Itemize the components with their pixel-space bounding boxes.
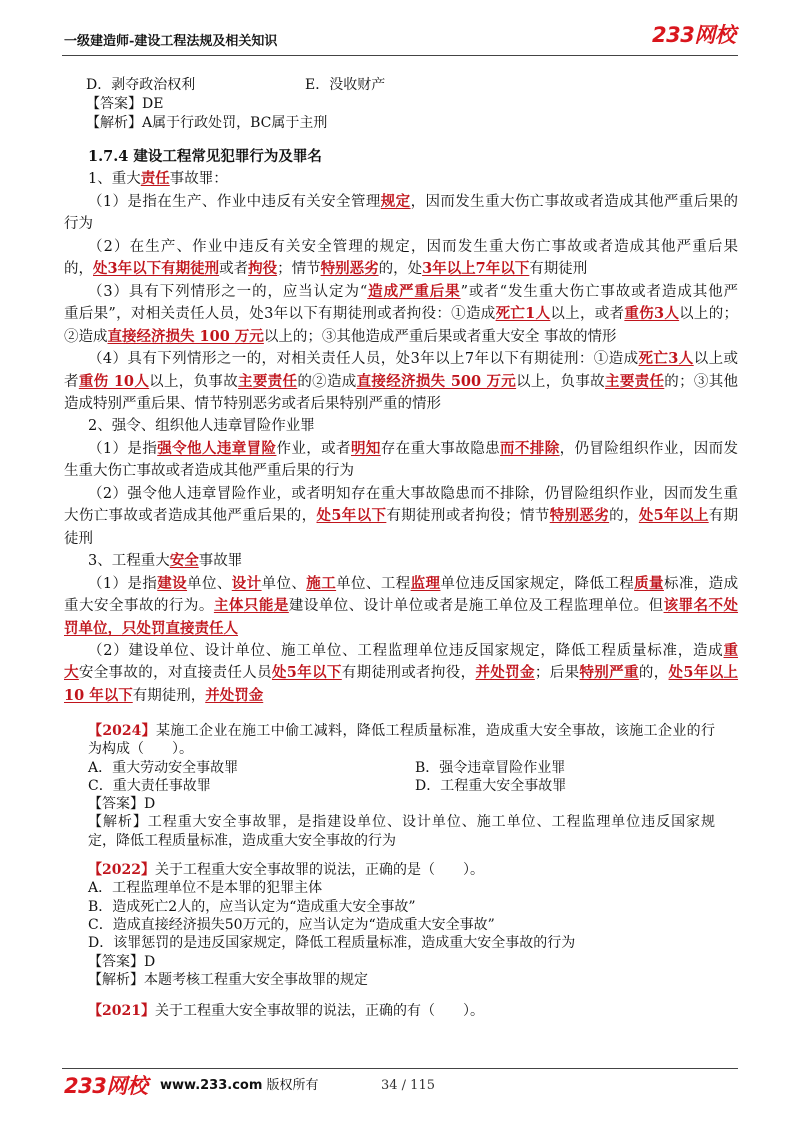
text-line [64,258,738,280]
text-run: （2）建设单位、设计单位、施工单位、工程监理单位违反国家规定，降低工程质量标准，造成 [88,642,724,659]
highlighted-key-phrase: 建设 [157,574,188,592]
paragraph [64,483,738,550]
paragraph [64,168,738,190]
highlighted-key-phrase: 施工 [306,574,337,592]
paragraph [64,550,738,572]
text-run: ；情节 [277,261,321,278]
highlighted-key-phrase: 重伤3人 [624,305,680,323]
highlighted-key-phrase: 质量 [634,574,664,592]
text-run: （4）具有下列情形之一的，对相关责任人员，处3年以上7年以下有期徒刑：①造成 [88,351,639,368]
paragraph [64,640,738,707]
text-run: 大伤亡事故或者造成其他严重后果的， [64,508,317,525]
text-run: 以上的；③其他造成严重后果或者重大安全 事故的情形 [263,328,617,345]
text-line [64,393,738,415]
highlighted-key-phrase: 特别恶劣 [320,260,379,278]
text-line [64,528,738,550]
footer-divider [62,1068,738,1069]
exam-year-tag: 【2021】 [88,1003,155,1020]
highlighted-key-phrase: 监理 [410,574,441,592]
highlighted-key-phrase: 处5年以下 [316,507,387,525]
highlighted-key-phrase: 重 [723,641,738,659]
text-line [64,168,738,190]
highlighted-key-phrase: 特别严重 [579,664,639,682]
text-run: 重大安全事故的行为。 [64,598,214,615]
text-line [64,303,738,325]
text-run: 以上，负事故 [516,373,606,390]
highlighted-key-phrase: 造成严重后果 [367,282,461,300]
highlighted-key-phrase: 安全 [169,552,199,570]
text-line [88,861,715,879]
highlighted-key-phrase: 死亡1人 [495,305,551,323]
text-line [64,595,738,617]
paragraph [64,236,738,281]
text-run: 有期徒刑， [132,687,206,704]
text-run: 或者 [219,261,249,278]
highlighted-key-phrase: 并处罚金 [475,664,535,682]
highlighted-key-phrase: 而不排除 [500,439,560,457]
text-line [88,722,715,740]
text-line [64,438,738,460]
text-run: ，仍冒险组织作业，因而发 [559,440,739,457]
option-d: D．剥夺政治权利 [86,77,196,93]
highlighted-key-phrase: 主要责任 [238,372,298,390]
header-divider [62,55,738,56]
section-heading: 1.7.4 建设工程常见犯罪行为及罪名 [88,148,322,165]
text-line [64,483,738,505]
highlighted-key-phrase: 责任 [140,170,170,188]
highlighted-key-phrase: 明知 [350,439,381,457]
text-run: 生重大伤亡事故或者造成其他严重后果的行为 [64,463,354,480]
analysis-line: 【解析】本题考核工程重大安全事故罪的规定 [88,971,368,988]
text-line [64,662,738,684]
text-run: 单位、 [261,575,307,592]
highlighted-key-phrase: 处5年以上 [638,507,709,525]
paragraph [64,415,738,437]
text-run: 重后果”，对相关责任人员，处3年以下有期徒刑或者拘役：①造成 [64,306,496,323]
text-run: 单位违反国家规定，降低工程 [440,575,635,592]
text-run: 建设单位、设计单位或者是施工单位及工程监理单位。但 [288,598,664,615]
text-run: （2）在生产、作业中违反有关安全管理的规定，因而发生重大伤亡事故或者造成其他严重后果 [88,238,738,255]
highlighted-key-phrase: 特别恶劣 [549,507,610,525]
text-run: 标准，造成 [663,575,739,592]
text-run: 以上，负事故 [149,373,239,390]
text-line [64,348,738,370]
option-row [88,879,715,897]
text-run: 徒刑 [64,530,93,547]
text-line [64,415,738,437]
text-run: 以上或 [693,351,738,368]
text-run: （1）是指 [88,440,158,457]
text-line [64,326,738,348]
option-row [88,934,715,952]
exam-year-tag: 【2024】 [88,723,156,739]
text-line [64,371,738,393]
analysis-line: 定，降低工程质量标准，造成重大安全事故的行为 [88,832,396,849]
highlighted-key-phrase: 3年以上7年以下 [422,260,530,278]
highlighted-key-phrase: 拘役 [248,260,278,278]
highlighted-key-phrase: 处5年以上 [668,664,739,682]
footer-brand-logo: 233网校 [64,1074,148,1098]
text-run: 的，处 [378,261,423,278]
answer-option: B．造成死亡2人的，应当认定为“造成重大安全事故” [88,898,416,915]
answer-option: A．重大劳动安全事故罪 [88,759,239,776]
text-run: 事故罪： [169,171,228,188]
text-line [64,573,738,595]
option-row [88,777,715,795]
answer-line: 【答案】DE [86,96,164,112]
text-line [64,460,738,482]
exam-question [88,722,715,850]
brand-logo: 233网校 [652,23,736,47]
text-run: 有期徒刑或者拘役；情节 [386,508,550,525]
text-line [64,685,738,707]
text-run: 安全事故的，对直接责任人员 [78,665,272,682]
text-run: 以上的； [679,306,739,323]
text-run: 单位、 [187,575,232,592]
text-run: 有期徒刑或者拘役， [341,665,476,682]
highlighted-key-phrase: 该罪名不处 [663,597,739,615]
text-line [64,281,738,303]
highlighted-key-phrase: 直接经济损失 500 万元 [356,372,517,390]
paragraph [64,281,738,348]
answer-line: 【答案】D [88,953,156,970]
exam-question [88,1002,715,1020]
text-run: 的， [609,508,639,525]
option-row [88,898,715,916]
highlighted-key-phrase: 10 年以下 [64,686,133,704]
answer-option: D．工程重大安全事故罪 [415,777,567,794]
text-run: 1、重大 [88,171,141,188]
highlighted-key-phrase: 规定 [380,192,411,210]
analysis-line: 【解析】工程重大安全事故罪，是指建设单位、设计单位、施工单位、工程监理单位违反国家规 [88,814,715,831]
answer-option: A．工程监理单位不是本罪的犯罪主体 [88,880,323,897]
text-run: ；后果 [534,665,580,682]
text-line [64,640,738,662]
answer-option: B．强令违章冒险作业罪 [415,759,566,776]
highlighted-key-phrase: 死亡3人 [638,350,694,368]
highlighted-key-phrase: 主要责任 [605,372,665,390]
text-run: 单位、工程 [336,575,411,592]
section-body [64,146,738,707]
previous-question-tail [86,76,726,133]
highlighted-key-phrase: 处5年以下 [271,664,342,682]
text-line [88,1002,715,1020]
text-run: 的；③其他 [664,373,739,390]
highlighted-key-phrase: 设计 [231,574,262,592]
text-run: 关于工程重大安全事故罪的说法，正确的有（ ）。 [154,1003,484,1020]
text-run: （2）强令他人违章冒险作业，或者明知存在重大事故隐患而不排除，仍冒险组织作业，因而发生重 [88,485,738,502]
footer-rights: 版权所有 [266,1078,319,1093]
text-run: 行为 [64,216,93,233]
text-run: 以上，或者 [550,306,625,323]
paragraph [64,438,738,483]
text-run: 造成特别严重后果、情节特别恶劣或者后果特别严重的情形 [64,395,441,412]
text-run: 某施工企业在施工中偷工减料，降低工程质量标准，造成重大安全事故，该施工企业的行 [156,723,716,739]
option-row [86,76,726,95]
paragraph [64,191,738,236]
text-run: 2、强令、组织他人违章冒险作业罪 [88,418,315,435]
footer-copyright [160,1077,319,1095]
highlighted-key-phrase: 主体只能是 [213,597,289,615]
text-run: （1）是指 [88,575,158,592]
highlighted-key-phrase: 处3年以下有期徒刑 [93,260,220,278]
highlighted-key-phrase: 罚单位，只处罚直接责任人 [64,619,238,637]
text-line [64,550,738,572]
text-run: ②造成 [64,328,108,345]
highlighted-key-phrase: 重伤 10人 [78,372,150,390]
option-e: E．没收财产 [305,77,386,93]
exam-year-tag: 【2022】 [88,862,155,879]
text-run: 的②造成 [297,373,357,390]
answer-line: 【答案】D [88,796,156,813]
page-number: 34 / 115 [381,1078,435,1093]
answer-option: C．造成直接经济损失50万元的，应当认定为“造成重大安全事故” [88,916,495,933]
highlighted-key-phrase: 并处罚金 [205,686,264,704]
text-run: ”或者“发生重大伤亡事故或者造成其他严 [460,283,739,300]
highlighted-key-phrase: 大 [64,664,79,682]
text-line [64,236,738,258]
exam-questions [88,722,715,1020]
analysis-line: 【解析】A属于行政处罚，BC属于主刑 [86,115,328,131]
text-run: （1）是指在生产、作业中违反有关安全管理 [88,193,381,210]
answer-option: D．该罪惩罚的是违反国家规定，降低工程质量标准，造成重大安全事故的行为 [88,935,576,952]
text-run: 有期 [708,508,739,525]
exam-question [88,861,715,989]
text-run: 有期徒刑 [529,261,588,278]
text-run: 关于工程重大安全事故罪的说法，正确的是（ ）。 [154,862,484,879]
text-line [64,618,738,640]
option-row [88,759,715,777]
text-line [88,740,715,758]
text-run: 者 [64,373,79,390]
document-title: 一级建造师-建设工程法规及相关知识 [64,34,278,49]
text-run: 3、工程重大 [88,553,170,570]
footer-site-url: www.233.com [160,1078,263,1093]
highlighted-key-phrase: 直接经济损失 100 万元 [107,327,264,345]
text-run: ，因而发生重大伤亡事故或者造成其他严重后果的 [410,193,739,210]
text-line [64,213,738,235]
text-run: 作业，或者 [276,440,351,457]
text-line [64,505,738,527]
text-run: 的， [638,665,669,682]
paragraph [64,348,738,415]
text-line [64,191,738,213]
highlighted-key-phrase: 强令他人违章冒险 [157,439,277,457]
text-run: （3）具有下列情形之一的，应当认定为“ [88,283,368,300]
answer-option: C．重大责任事故罪 [88,777,211,794]
text-run: 为构成（ ）。 [88,741,193,758]
option-row [88,916,715,934]
text-run: 存在重大事故隐患 [380,440,500,457]
text-run: 的， [64,261,93,278]
text-run: 事故罪 [198,553,243,570]
paragraph [64,573,738,640]
